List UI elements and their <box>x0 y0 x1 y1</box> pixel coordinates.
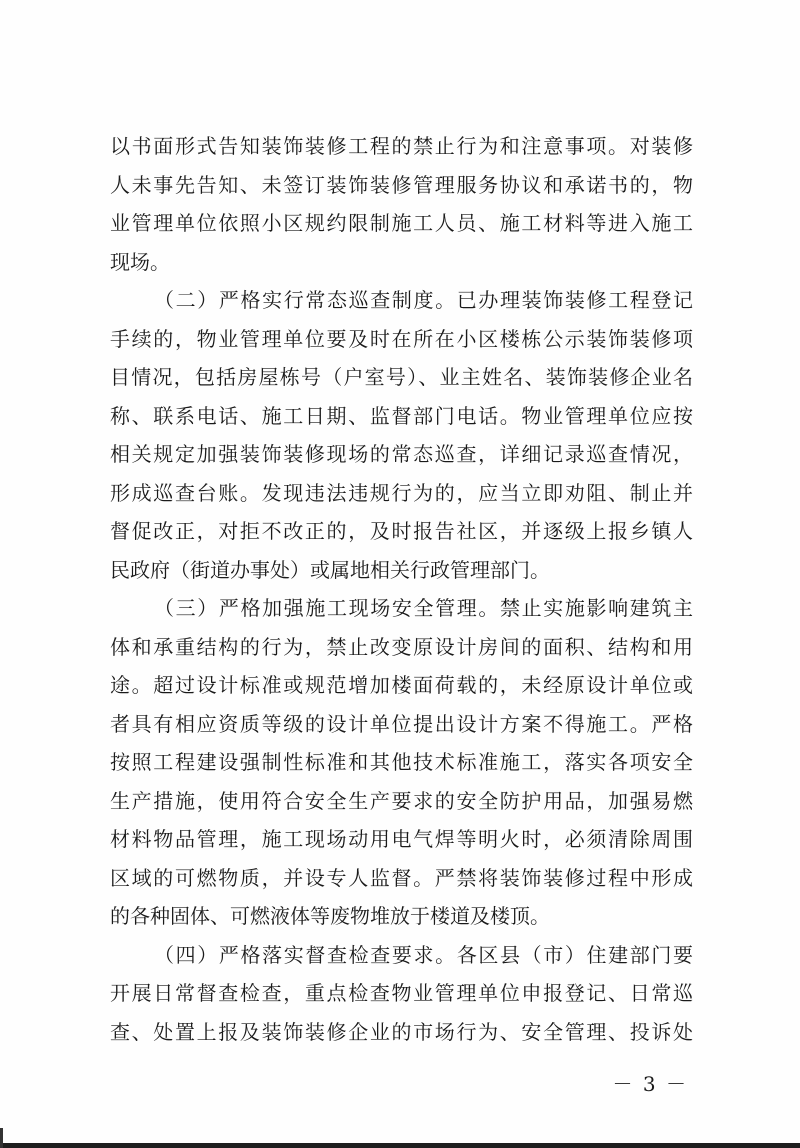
page-number: － 3 － <box>612 1072 688 1096</box>
text-line: 的各种固体、可燃液体等废物堆放于楼道及楼顶。 <box>110 904 550 928</box>
text-line: 途。超过设计标准或规范增加楼面荷载的，未经原设计单位或 <box>110 673 693 697</box>
text-line: 按照工程建设强制性标准和其他技术标准施工，落实各项安全 <box>110 750 693 774</box>
text-line: 民政府（街道办事处）或属地相关行政管理部门。 <box>110 557 550 582</box>
text-line: 称、联系电话、施工日期、监督部门电话。物业管理单位应按 <box>110 403 693 428</box>
text-line: 材料物品管理，施工现场动用电气焊等明火时，必须清除周围 <box>110 827 693 851</box>
text-line: 区域的可燃物质，并设专人监督。严禁将装饰装修过程中形成 <box>110 865 693 890</box>
text-line: 人未事先告知、未签订装饰装修管理服务协议和承诺书的，物 <box>110 172 693 197</box>
text-line: 查、处置上报及装饰装修企业的市场行为、安全管理、投诉处 <box>110 1019 693 1044</box>
text-line: 体和承重结构的行为，禁止改变原设计房间的面积、结构和用 <box>110 634 693 659</box>
text-line: 者具有相应资质等级的设计单位提出设计方案不得施工。严格 <box>110 711 693 736</box>
text-line: 形成巡查台账。发现违法违规行为的，应当立即劝阻、制止并 <box>110 480 693 505</box>
text-line: 目情况，包括房屋栋号（户室号）、业主姓名、装饰装修企业名 <box>110 365 693 389</box>
text-line: 业管理单位依照小区规约限制施工人员、施工材料等进入施工 <box>110 211 693 235</box>
section-heading-line: （四）严格落实督查检查要求。各区县（市）住建部门要 <box>154 942 693 967</box>
text-line: 以书面形式告知装饰装修工程的禁止行为和注意事项。对装修 <box>110 134 693 158</box>
section-heading-line: （二）严格实行常态巡查制度。已办理装饰装修工程登记 <box>154 288 693 312</box>
document-body <box>110 127 693 1051</box>
section-heading-line: （三）严格加强施工现场安全管理。禁止实施影响建筑主 <box>154 596 693 620</box>
text-line: 督促改正，对拒不改正的，及时报告社区，并逐级上报乡镇人 <box>110 519 693 543</box>
text-line: 手续的，物业管理单位要及时在所在小区楼栋公示装饰装修项 <box>110 326 693 351</box>
scan-edge-left <box>0 1128 3 1148</box>
text-line: 生产措施，使用符合安全生产要求的安全防护用品，加强易燃 <box>110 788 693 813</box>
text-line: 现场。 <box>110 249 170 274</box>
text-line: 开展日常督查检查，重点检查物业管理单位申报登记、日常巡 <box>110 981 693 1005</box>
scan-edge-bottom <box>0 1143 800 1148</box>
text-line: 相关规定加强装饰装修现场的常态巡查，详细记录巡查情况， <box>110 442 693 466</box>
